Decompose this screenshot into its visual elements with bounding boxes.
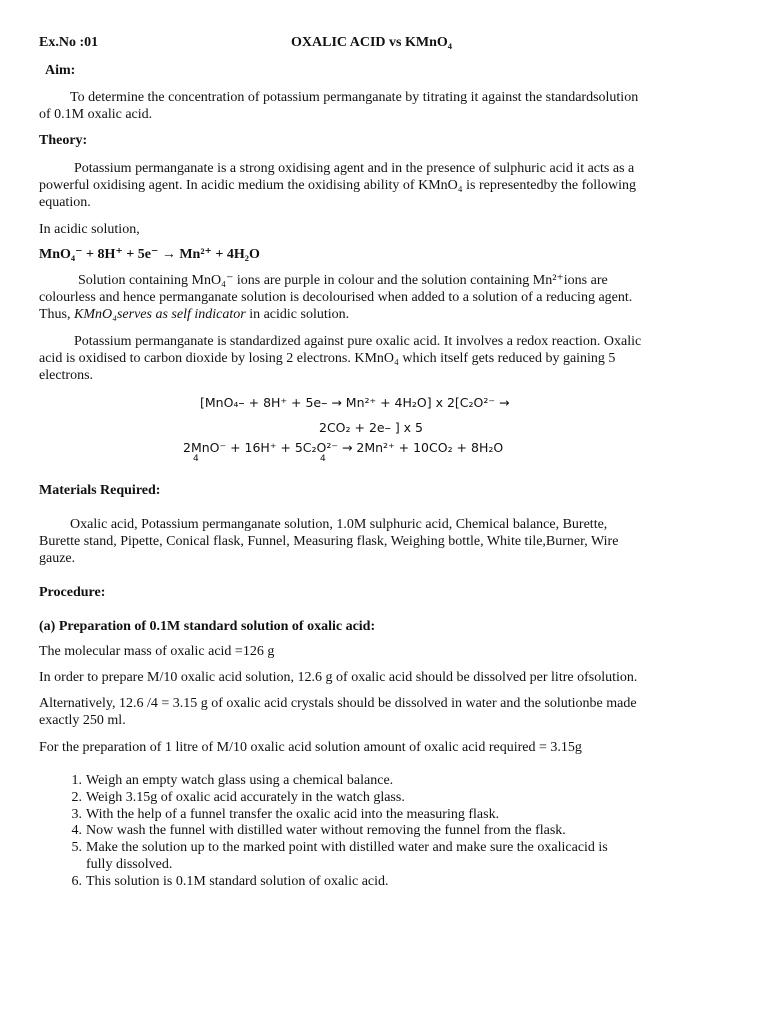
theory-paragraph-line: Potassium permanganate is a strong oxidising agent and in the presence of sulphuric acid it acts as a [74,161,635,176]
procedure-text-line: In order to prepare M/10 oxalic acid solution, 12.6 g of oxalic acid should be dissolved per litre ofsolution. [39,670,638,685]
procedure-text-line: exactly 250 ml. [39,713,126,728]
page-title: OXALIC ACID vs KMnO₄ [291,35,452,50]
theory-paragraph-line [39,306,705,323]
step-text: Weigh an empty watch glass using a chemical balance. [86,773,394,788]
procedure-subheading: (a) Preparation of 0.1M standard solution of oxalic acid: [39,619,376,634]
step-text: Now wash the funnel with distilled water without removing the funnel from the flask. [86,823,566,838]
exercise-number: Ex.No :01 [39,35,99,50]
text-span: in acidic solution. [245,307,350,322]
step-text: With the help of a funnel transfer the oxalic acid into the measuring flask. [86,807,500,822]
theory-paragraph-line: electrons. [39,368,94,383]
step-text: fully dissolved. [86,857,173,872]
theory-paragraph-line: Potassium permanganate is standardized against pure oxalic acid. It involves a redox reaction. Oxalic [74,334,642,349]
theory-paragraph-line: equation. [39,195,91,210]
materials-line: gauze. [39,551,76,566]
step-text: Weigh 3.15g of oxalic acid accurately in the watch glass. [86,790,405,805]
aim-heading: Aim: [45,63,76,78]
step-text: This solution is 0.1M standard solution of oxalic acid. [86,874,389,889]
materials-heading: Materials Required: [39,483,161,498]
aim-text-line: To determine the concentration of potassium permanganate by titrating it against the standardsolution [70,90,639,105]
theory-paragraph-line: colourless and hence permanganate solution is decolourised when added to a solution of a reducing agent. [39,290,633,305]
aim-text-line: of 0.1M oxalic acid. [39,107,153,122]
theory-paragraph-line: Solution containing MnO₄⁻ ions are purple in colour and the solution containing Mn²⁺ions are [78,273,608,288]
redox-equation-2: 2CO₂ + 2e– ] x 5 [319,420,423,435]
text-span: Thus, [39,307,74,322]
equation-subscript: 4 [193,454,199,464]
theory-heading: Theory: [39,133,88,148]
step-number: 2. [71,790,82,805]
step-number: 6. [71,874,82,889]
step-number: 5. [71,840,82,855]
redox-equation-1: [MnO₄– + 8H⁺ + 5e– → Mn²⁺ + 4H₂O] x 2[C₂O²⁻ → [200,395,510,410]
main-equation: MnO₄⁻ + 8H⁺ + 5e⁻ → Mn²⁺ + 4H₂O [39,247,260,262]
procedure-heading: Procedure: [39,585,106,600]
step-number: 1. [71,773,82,788]
materials-line: Oxalic acid, Potassium permanganate solution, 1.0M sulphuric acid, Chemical balance, Burette, [70,517,608,532]
redox-equation-3: 2MnO⁻ + 16H⁺ + 5C₂O²⁻ → 2Mn²⁺ + 10CO₂ + 8H₂O [183,440,504,455]
procedure-text-line: For the preparation of 1 litre of M/10 oxalic acid solution amount of oxalic acid required = 3.15g [39,740,582,755]
step-number: 4. [71,823,82,838]
step-text: Make the solution up to the marked point with distilled water and make sure the oxalicacid is [86,840,608,855]
procedure-text-line: The molecular mass of oxalic acid =126 g [39,644,275,659]
self-indicator-italic: KMnO₄serves as self indicator [74,307,246,322]
materials-line: Burette stand, Pipette, Conical flask, Funnel, Measuring flask, Weighing bottle, White tile,Burner, Wire [39,534,619,549]
theory-paragraph-line: acid is oxidised to carbon dioxide by losing 2 electrons. KMnO₄ which itself gets reduced by gaining 5 [39,351,616,366]
theory-paragraph-line: In acidic solution, [39,222,140,237]
equation-subscript: 4 [320,454,326,464]
step-number: 3. [71,807,82,822]
theory-paragraph-line: powerful oxidising agent. In acidic medium the oxidising ability of KMnO₄ is representedby the following [39,178,637,193]
procedure-text-line: Alternatively, 12.6 /4 = 3.15 g of oxalic acid crystals should be dissolved in water and the solutionbe made [39,696,637,711]
